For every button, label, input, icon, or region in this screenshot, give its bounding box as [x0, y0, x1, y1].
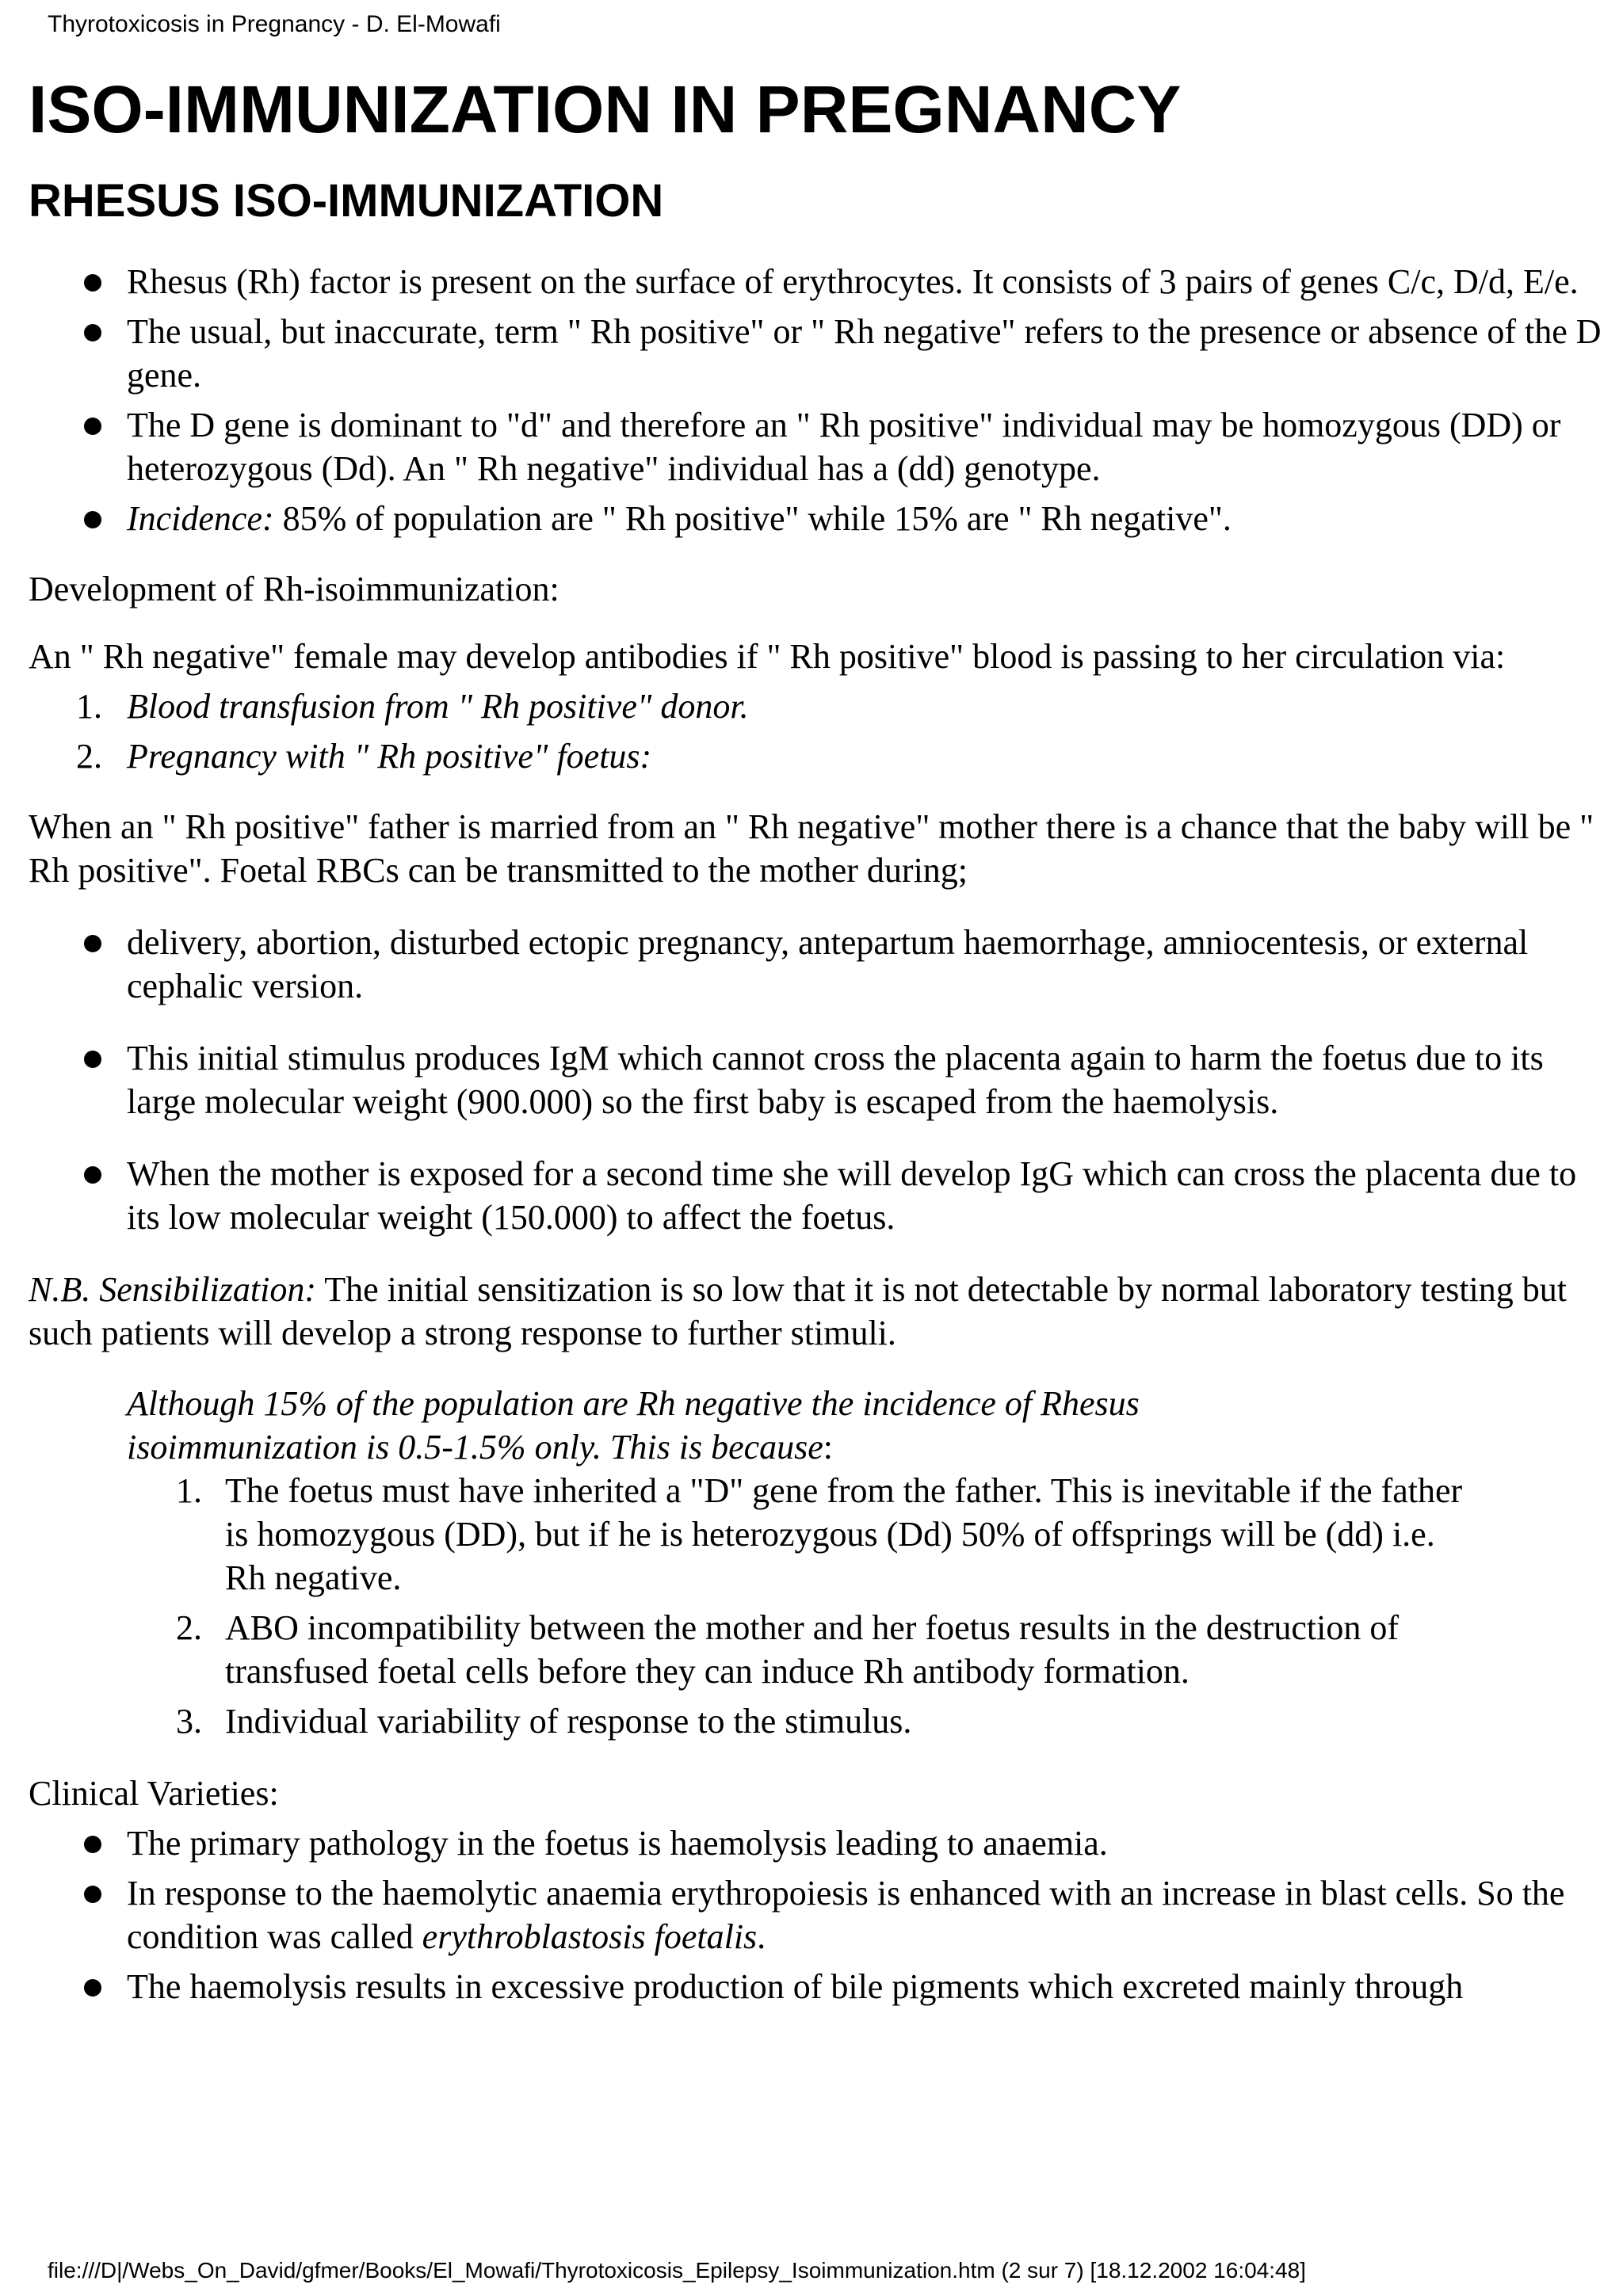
development-list [29, 685, 1606, 778]
footer-url: file:///D|/Webs_On_David/gfmer/Books/El_Mowafi/Thyrotoxicosis_Epilepsy_Isoimmunization.htm (2 sur 7) [18.12.2002 16:04:48] [48, 2258, 1306, 2283]
clinical-bullet-list [29, 1821, 1606, 2008]
list-item: The usual, but inaccurate, term " Rh positive" or " Rh negative" refers to the presence or absence of the D gene. [29, 310, 1606, 397]
list-item: 2. Pregnancy with " Rh positive" foetus: [76, 737, 652, 776]
incidence-label: Incidence: [127, 499, 274, 538]
list-item: The primary pathology in the foetus is haemolysis leading to anaemia. [29, 1821, 1606, 1865]
list-item: 2. ABO incompatibility between the mother and her foetus results in the destruction of transfused foetal cells before they can induce Rh antibody formation. [176, 1608, 1399, 1691]
section-heading: RHESUS ISO-IMMUNIZATION [29, 175, 664, 227]
list-item: 1. The foetus must have inherited a "D" gene from the father. This is inevitable if the father is homozygous (DD), but if he is heterozygous (Dd) 50% of offsprings will be (dd) i.e. Rh negative. [176, 1471, 1463, 1597]
document-body [29, 71, 1606, 2015]
list-item: The haemolysis results in excessive production of bile pigments which excreted mainly through [29, 1965, 1606, 2008]
nb-paragraph: N.B. Sensibilization: The initial sensitization is so low that it is not detectable by normal laboratory testing but such patients will develop a strong response to further stimuli. [29, 1270, 1568, 1352]
running-header: Thyrotoxicosis in Pregnancy - D. El-Mowafi [48, 11, 501, 37]
term-erythroblastosis: erythroblastosis foetalis [422, 1917, 758, 1956]
list-item: Incidence: 85% of population are " Rh positive" while 15% are " Rh negative". [29, 497, 1606, 540]
development-heading: Development of Rh-isoimmunization: [29, 570, 559, 608]
reasons-list [127, 1469, 1569, 1743]
development-paragraph: An " Rh negative" female may develop antibodies if " Rh positive" blood is passing to her circulation via: [29, 637, 1506, 676]
transmission-paragraph: When an " Rh positive" father is married from an " Rh negative" mother there is a chance that the baby will be " Rh positive". Foetal RBCs can be transmitted to the mother during; [29, 807, 1594, 890]
clinical-heading: Clinical Varieties: [29, 1774, 279, 1813]
list-item: Rhesus (Rh) factor is present on the surface of erythrocytes. It consists of 3 pairs of genes C/c, D/d, E/e. [29, 260, 1606, 303]
list-item: delivery, abortion, disturbed ectopic pregnancy, antepartum haemorrhage, amniocentesis, or external cephalic version. [29, 921, 1606, 1008]
transmission-bullet-list [29, 921, 1606, 1239]
incidence-note-block [127, 1382, 1606, 1743]
list-item: 1. Blood transfusion from " Rh positive" donor. [76, 687, 749, 726]
page-title: ISO-IMMUNIZATION IN PREGNANCY [29, 72, 1182, 147]
list-item: The D gene is dominant to "d" and therefore an " Rh positive" individual may be homozygous (DD) or heterozygous (Dd). An " Rh negative" individual has a (dd) genotype. [29, 403, 1606, 490]
list-item: 3. Individual variability of response to the stimulus. [176, 1702, 912, 1741]
list-item: In response to the haemolytic anaemia erythropoiesis is enhanced with an increase in blast cells. So the condition was called erythroblastosis foetalis. [29, 1871, 1606, 1958]
list-item: This initial stimulus produces IgM which cannot cross the placenta again to harm the foetus due to its large molecular weight (900.000) so the first baby is escaped from the haemolysis. [29, 1036, 1606, 1123]
nb-label: N.B. Sensibilization: [29, 1270, 316, 1309]
intro-bullet-list [29, 260, 1606, 540]
incidence-note: Although 15% of the population are Rh negative the incidence of Rhesus isoimmunization is 0.5-1.5% only. This is because: [127, 1384, 1140, 1466]
list-item: When the mother is exposed for a second time she will develop IgG which can cross the placenta due to its low molecular weight (150.000) to affect the foetus. [29, 1152, 1606, 1239]
